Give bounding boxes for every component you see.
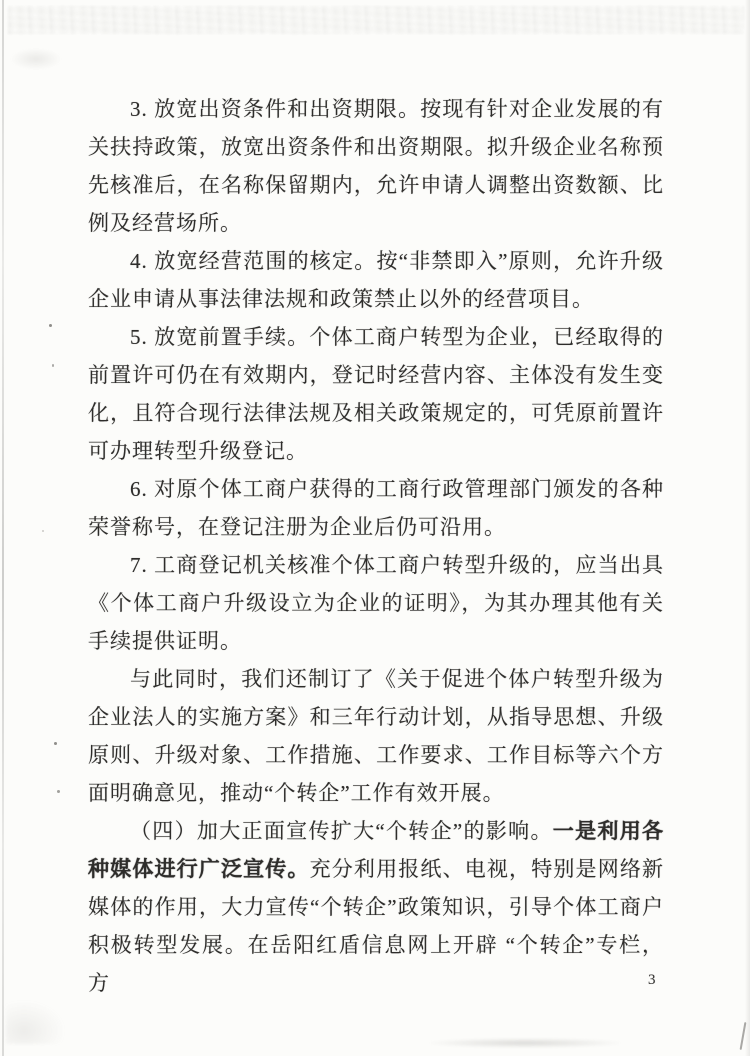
paper-speck [49,324,52,327]
paper-speck [52,364,54,367]
paragraph-item-7: 7. 工商登记机关核准个体工商户转型升级的，应当出具《个体工商户升级设立为企业的证明》，为其办理其他有关手续提供证明。 [88,553,664,653]
scan-smudge [430,1038,620,1048]
section-four-body: 充分利用报纸、电视，特别是网络新媒体的作用，大力宣传“个转企”政策知识，引导个体工商户积极转型发展。在岳阳红盾信息网上开辟 “个转企”专栏，方 [88,857,665,995]
paragraph-item-6: 6. 对原个体工商户获得的工商行政管理部门颁发的各种荣誉称号，在登记注册为企业后仍可沿用。 [88,477,664,539]
document-body [88,90,664,1002]
scan-noise-band [8,6,744,34]
section-four-emphasis: 一是利用各种媒体进行广泛宣传。 [88,819,665,881]
paragraph-item-4: 4. 放宽经营范围的核定。按“非禁即入”原则，允许升级企业申请从事法律法规和政策禁止以外的经营项目。 [88,249,664,311]
scan-smudge [6,1000,66,1044]
paragraph-item-3: 3. 放宽出资条件和出资期限。按现有针对企业发展的有关扶持政策，放宽出资条件和出资期限。拟升级企业名称预先核准后，在名称保留期内，允许申请人调整出资数额、比例及经营场所。 [88,97,664,235]
paper-speck [57,790,60,793]
scan-edge-shadow [745,0,750,1056]
section-four-lead: （四）加大正面宣传扩大“个转企”的影响。 [130,819,553,843]
paragraph-section-four [88,812,664,1002]
paper-speck [54,742,57,745]
paragraph-meanwhile: 与此同时，我们还制订了《关于促进个体户转型升级为企业法人的实施方案》和三年行动计划，从指导思想、升级原则、升级对象、工作措施、工作要求、工作目标等六个方面明确意见，推动“个转企”工作有效开展。 [88,667,664,805]
page-number: 3 [648,972,656,988]
scan-smudge [10,48,62,70]
paragraph-item-5: 5. 放宽前置手续。个体工商户转型为企业，已经取得的前置许可仍在有效期内，登记时经营内容、主体没有发生变化，且符合现行法律法规及相关政策规定的，可凭原前置许可办理转型升级登记。 [88,325,664,463]
paper-speck [42,530,44,532]
scan-edge-line [2,0,4,1056]
